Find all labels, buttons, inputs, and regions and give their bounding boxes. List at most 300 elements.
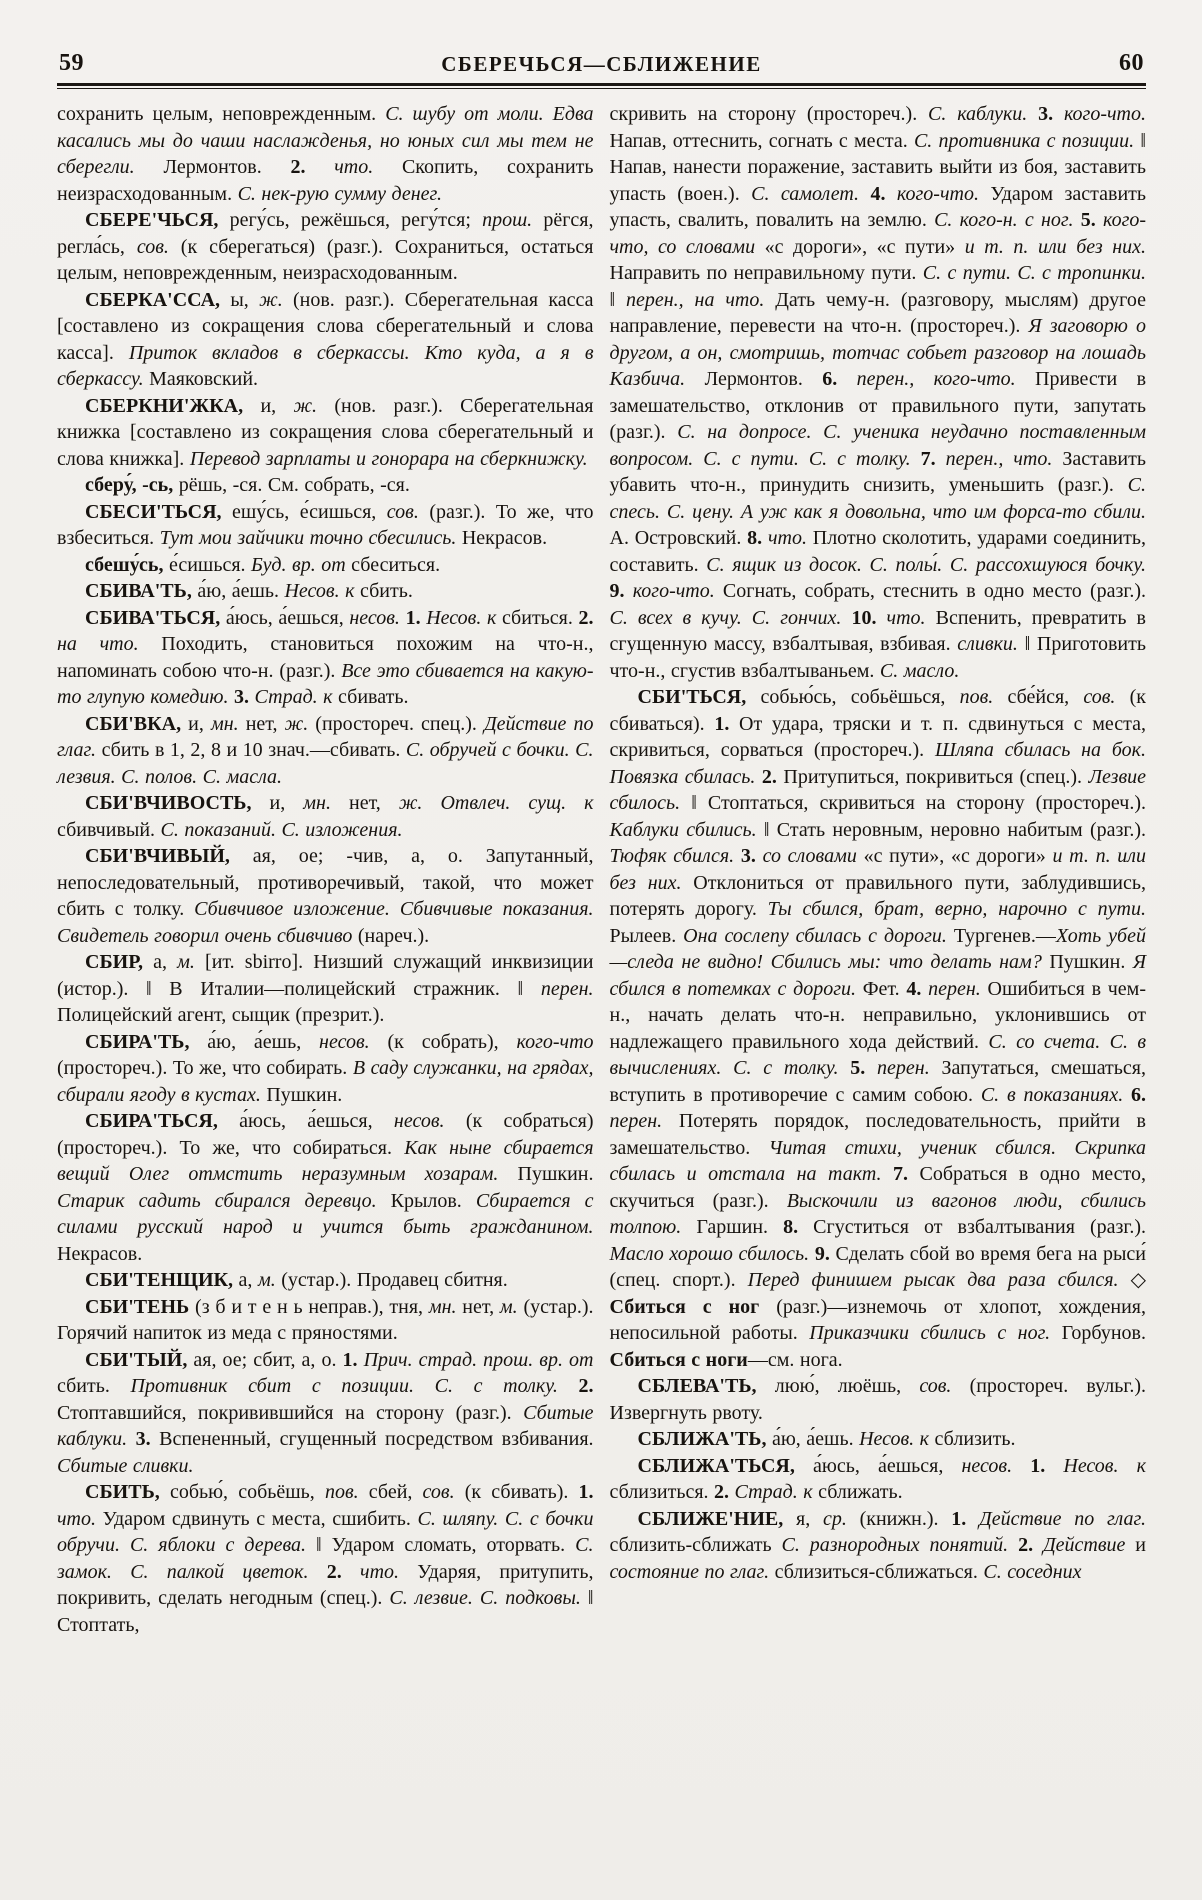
text-run: сов. <box>422 1481 465 1503</box>
text-run: Походить, становиться похожим на что-н., напоминать собою что-н. (разг.). <box>57 633 594 682</box>
text-run: 2. <box>578 1375 594 1397</box>
text-run: СБИВА'ТЬСЯ, <box>85 606 226 629</box>
text-run: 5. <box>1080 209 1103 231</box>
text-run: ж. Отвлеч. сущ. к <box>398 792 594 814</box>
text-run: а́юсь, а́ешься, <box>813 1454 962 1477</box>
text-run: а́ю, а́ешь, <box>207 1030 320 1053</box>
text-run: рёшь, -ся. См. собрать, -ся. <box>178 474 410 496</box>
text-run: Фет. <box>862 977 907 1000</box>
text-run: Перед финишем рысак два раза сбился. <box>747 1269 1131 1291</box>
text-run: ‖ Приготовить что-н., сгустив взбалтываньем. <box>609 633 1146 682</box>
text-run: С. показаний. С. изложения. <box>160 818 403 841</box>
text-run: ая, ое; -чив, а, о. Запутанный, непоследовательный, противоречивый, такой, что может сбить с толку. <box>57 845 594 920</box>
text-run: С. с пути. С. с тропинки. <box>922 262 1146 284</box>
text-run: перен., кого-что. <box>856 368 1036 390</box>
text-run: сблизиться-сближаться. <box>774 1560 984 1583</box>
text-run: Тюфяк сбился. <box>609 845 741 867</box>
text-run: Хоть убей—следа не видно! Сбились мы: что делать нам? <box>609 924 1146 973</box>
text-run: сбей, <box>368 1481 423 1503</box>
text-run: е́сишься. <box>168 553 252 576</box>
text-run: что. <box>767 527 813 549</box>
text-run: Лезвие сбилось. <box>609 765 1147 814</box>
text-run: Отклониться от правильного пути, заблудившись, потерять дорогу. <box>609 871 1147 920</box>
text-run: сов. <box>919 1375 970 1397</box>
text-run: С. со счета. С. в вычислениях. С. с толку. <box>609 1030 1146 1079</box>
running-title: СБЕРЕЧЬСЯ—СБЛИЖЕНИЕ <box>441 52 762 76</box>
text-run: перен. <box>609 1110 679 1132</box>
text-run: СБИ'ВЧИВЫЙ, <box>85 845 253 867</box>
text-run: «с пути», «с дороги» <box>863 845 1053 867</box>
text-run: С. всех в кучу. С. гончих. <box>609 606 852 629</box>
text-run: сов. <box>386 500 430 523</box>
text-run: сов. <box>136 235 181 258</box>
text-run: СБЕРЕ'ЧЬСЯ, <box>85 209 230 231</box>
text-run: Ударом заставить упасть, свалить, повалить на землю. <box>609 182 1147 231</box>
text-run: и, <box>188 712 211 735</box>
text-run: перен. <box>928 977 988 1000</box>
text-run: несов. <box>961 1454 1031 1477</box>
text-run: А. Островский. <box>609 527 748 549</box>
text-run: Пушкин. <box>1049 951 1133 973</box>
text-run: люю́, люёшь, <box>774 1375 920 1397</box>
text-run: сбе́йся, <box>1007 686 1084 708</box>
text-run: С. шляпу. С. с бочки обручи. С. яблоки с дерева. <box>57 1507 594 1556</box>
text-run: состояние по глаг. <box>609 1560 775 1583</box>
text-run: рёгся, регла́сь, <box>57 209 594 258</box>
dictionary-paragraph <box>57 287 594 393</box>
text-run: мн. <box>428 1295 463 1318</box>
text-run: Крылов. <box>390 1189 476 1212</box>
text-run: ‖ Стоптать, <box>57 1587 594 1636</box>
text-run: 1. <box>405 606 427 629</box>
text-run: 6. <box>1131 1083 1147 1106</box>
text-run: Некрасов. <box>461 527 548 549</box>
dictionary-paragraph <box>57 790 594 843</box>
text-run: сбивчивый. <box>57 818 161 841</box>
text-run: Противник сбит с позиции. С. с толку. <box>130 1375 579 1397</box>
dictionary-paragraph <box>57 1029 594 1109</box>
text-run: ая, ое; сбит, а, о. <box>193 1348 343 1371</box>
dictionary-paragraph <box>57 1267 594 1294</box>
text-run: сбить. <box>57 1375 131 1397</box>
text-run: несов. <box>349 606 406 629</box>
text-run: (з б и т е н ь неправ.), тня, <box>195 1295 429 1318</box>
text-run: Несов. к <box>426 606 502 629</box>
text-run: м. <box>499 1295 524 1318</box>
text-run: —см. нога. <box>747 1348 843 1371</box>
text-run: 3. <box>740 845 763 867</box>
text-run: и т. п. или без них. <box>964 235 1146 258</box>
text-run: С. спесь. С. цену. А уж как я довольна, что им форса-то сбили. <box>609 474 1146 523</box>
text-run: ‖ Напав, нанести поражение, заставить выйти из боя, заставить упасть (воен.). <box>609 129 1146 205</box>
text-run: (простореч. спец.). <box>315 712 484 735</box>
text-run: Читая стихи, ученик сбился. Скрипка сбилась и отстала на такт. <box>609 1136 1146 1185</box>
text-run: сберу́, -сь, <box>85 474 179 496</box>
text-run: (устар.). Горячий напиток из меда с пряностями. <box>57 1295 594 1344</box>
text-run: С. замок. С. палкой цветок. <box>57 1534 594 1583</box>
text-run: Она сослепу сбилась с дороги. <box>683 924 954 947</box>
text-run: 2. <box>326 1560 361 1583</box>
text-run: а, <box>153 951 178 973</box>
dictionary-paragraph <box>57 1108 594 1267</box>
text-run: ы, <box>230 288 260 311</box>
text-run: кого-что. <box>1063 103 1146 125</box>
text-run: перен. <box>540 977 594 1000</box>
text-run: что. <box>334 156 402 178</box>
text-run: несов. <box>393 1110 466 1132</box>
text-run: Скопить, сохранить неизрасходованным. <box>57 156 594 205</box>
text-run: В саду служанки, на грядах, сбирали ягоду в кустах. <box>57 1057 594 1106</box>
text-run: СБЕРКНИ'ЖКА, <box>85 394 261 417</box>
text-run: несов. <box>319 1030 388 1053</box>
text-run: (к собраться) (простореч.). То же, что собираться. <box>57 1110 594 1159</box>
text-run: (разг.)—изнемочь от хлопот, хождения, непосильной работы. <box>609 1295 1146 1344</box>
text-run: СБИ'ТЕНЩИК, <box>85 1269 239 1291</box>
dictionary-paragraph <box>610 684 1147 1373</box>
text-run: Маяковский. <box>149 368 259 390</box>
text-run: Сбивчивое изложение. Сбивчивые показания. Свидетель говорил очень сбивчиво <box>57 898 594 947</box>
text-run: Горбунов. <box>1061 1322 1146 1344</box>
text-run: С. разнородных понятий. <box>781 1534 1019 1556</box>
text-run: сбить в 1, 2, 8 и 10 знач.—сбивать. <box>101 739 406 761</box>
text-run: регу́сь, режёшься, регу́тся; <box>229 209 483 231</box>
text-run: мн. <box>303 792 349 814</box>
text-run: Дать чему-н. (разговору, мыслям) другое направление, перевести на что-н. (простореч.). <box>609 288 1146 337</box>
text-run: С. нек-рую сумму денег. <box>237 182 443 205</box>
text-run: С. шубу от моли. Едва касались мы до чаши наслажденья, но юных сил мы тем не сберегли. <box>57 103 594 178</box>
column-right <box>610 101 1147 1638</box>
text-run: собью́сь, собьёшься, <box>760 686 960 708</box>
text-run: (разг.). То же, что взбеситься. <box>57 500 594 549</box>
text-run: на что. <box>57 633 162 655</box>
text-run: Приказчики сбились с ног. <box>809 1322 1062 1344</box>
text-run: СБИТЬ, <box>85 1481 170 1503</box>
text-run: (к сбиваться). <box>609 686 1147 735</box>
text-run: [ит. sbirro]. Низший служащий инквизиции (истор.). ‖ В Италии—полицейский стражник. ‖ <box>57 951 594 1000</box>
text-run: Прич. страд. прош. вр. от <box>363 1348 594 1371</box>
text-run: (к сбивать). <box>464 1481 579 1503</box>
text-run: Ошибиться в чем-н., начать делать что-н. неправильно, уклонившись от надлежащего правильного хода действий. <box>609 977 1147 1053</box>
text-run: ‖ Ударом сломать, оторвать. <box>316 1534 576 1556</box>
text-run: перен. <box>877 1057 942 1079</box>
dictionary-paragraph <box>57 552 594 579</box>
text-run: СБЛИЖА'ТЬ, <box>637 1428 772 1450</box>
text-run: СБИВА'ТЬ, <box>85 580 198 602</box>
text-run: сблизить-сближать <box>609 1534 782 1556</box>
text-run: Сбиться с ног <box>609 1295 777 1318</box>
text-run: (простореч. вульг.). Извергнуть рвоту. <box>609 1375 1146 1424</box>
text-run: Как ныне сбирается вещий Олег отмстить неразумным хозарам. <box>57 1136 594 1185</box>
text-run: сблизить. <box>934 1428 1016 1450</box>
text-run: Полицейский агент, сыщик (презрит.). <box>57 1004 385 1026</box>
text-run: и т. п. или без них. <box>609 845 1147 894</box>
text-run: Сделать сбой во время бега на рыси́ (спец. спорт.). <box>609 1242 1147 1291</box>
text-run: Некрасов. <box>57 1242 143 1265</box>
text-run: 6. <box>822 368 857 390</box>
text-run: сливки. <box>957 633 1025 655</box>
text-run: Согнать, собрать, стеснить в одно место (разг.). <box>722 580 1147 602</box>
text-run: Каблуки сбились. <box>609 818 764 841</box>
text-run: Страд. к <box>734 1481 819 1503</box>
text-run: ср. <box>822 1507 860 1530</box>
text-run: С. кого-н. с ног. <box>934 209 1081 231</box>
text-run: 2. <box>578 606 594 629</box>
text-run: ж. <box>284 712 316 735</box>
dictionary-paragraph <box>57 1479 594 1638</box>
text-run: СБИРА'ТЬСЯ, <box>85 1110 240 1132</box>
dictionary-paragraph <box>57 472 594 499</box>
text-run: Действие <box>1042 1534 1136 1556</box>
text-run: С. обручей с бочки. С. лезвия. С. полов. С. масла. <box>57 739 594 788</box>
dictionary-paragraph <box>57 949 594 1029</box>
text-run: 5. <box>850 1057 878 1079</box>
text-run: Ты сбился, брат, верно, нарочно с пути. <box>767 898 1146 920</box>
text-run: Тут мои зайчики точно сбесились. <box>159 527 462 549</box>
text-run: От удара, тряски и т. п. сдвинуться с места, скривиться, сорваться (простореч.). <box>609 712 1147 761</box>
text-run: Действие по глаг. <box>57 712 594 761</box>
text-run: Несов. к <box>859 1428 935 1450</box>
text-run: Несов. к <box>1063 1454 1146 1477</box>
text-run: сбиться. <box>501 606 579 629</box>
dictionary-paragraph <box>610 1373 1147 1426</box>
text-run: Стоптавшийся, покривившийся на сторону (разг.). <box>57 1401 524 1424</box>
text-run: нет, <box>245 712 285 735</box>
text-run: скривить на сторону (простореч.). <box>609 103 929 125</box>
text-run: а́юсь, а́ешься, <box>239 1110 394 1132</box>
text-run: Сбирается с силами русский народ и учится быть гражданином. <box>57 1189 594 1238</box>
text-run: Все это сбивается на какую-то глупую комедию. <box>57 659 594 708</box>
text-run: кого-что, со словами <box>609 209 1147 258</box>
text-run: кого-что. <box>632 580 723 602</box>
text-run: Пушкин. <box>266 1083 343 1106</box>
text-run: СБИРА'ТЬ, <box>85 1030 208 1053</box>
text-run: Действие по глаг. <box>979 1507 1146 1530</box>
text-run: Тургенев.— <box>953 924 1056 947</box>
text-run: 2. <box>714 1481 735 1503</box>
dictionary-paragraph <box>57 578 594 605</box>
text-run: (книжн.). <box>859 1507 952 1530</box>
text-run: 1. <box>1030 1454 1064 1477</box>
dictionary-paragraph <box>57 605 594 711</box>
text-run: Сбиться с ноги <box>609 1348 748 1371</box>
text-run: С. в показаниях. <box>980 1083 1132 1106</box>
text-run: 9. <box>609 580 633 602</box>
text-run: 1. <box>342 1348 364 1371</box>
text-run: Ударом сдвинуть с места, сшибить. <box>102 1507 418 1530</box>
text-run: сбеситься. <box>351 553 441 576</box>
text-run: сближать. <box>818 1481 903 1503</box>
text-run: Сбитые сливки. <box>57 1454 194 1477</box>
text-run: Привести в замешательство, отклонив от правильного пути, запутать (разг.). <box>609 368 1147 443</box>
text-run: сов. <box>1083 686 1130 708</box>
text-run: СБЕРКА'ССА, <box>85 288 231 311</box>
text-run: прош. <box>482 209 544 231</box>
text-run: Перевод зарплаты и гонорара на сберкнижку. <box>189 447 588 470</box>
dictionary-paragraph <box>610 1426 1147 1453</box>
text-run: С. каблуки. <box>928 103 1039 125</box>
text-run: СБИ'ТЕНЬ <box>85 1295 196 1318</box>
text-run: и, <box>269 792 304 814</box>
dictionary-paragraph <box>57 207 594 287</box>
text-run: и, <box>260 394 294 417</box>
text-run: ◇ <box>1130 1269 1146 1291</box>
page-number-right: 60 <box>1118 50 1144 76</box>
text-run: СБЛИЖА'ТЬСЯ, <box>637 1454 813 1477</box>
text-run: я, <box>796 1507 823 1530</box>
text-run: собью́, собьёшь, <box>169 1481 325 1503</box>
dictionary-paragraph <box>610 1506 1147 1586</box>
text-run: сохранить целым, неповрежденным. <box>57 103 386 125</box>
text-run: Притупиться, покривиться (спец.). <box>783 765 1089 788</box>
dictionary-paragraph <box>610 1453 1147 1506</box>
text-run: ‖ <box>609 288 626 311</box>
text-run: СБЛИЖЕ'НИЕ, <box>637 1507 796 1530</box>
text-run: нет, <box>348 792 399 814</box>
text-run: Старик садить сбирался деревцо. <box>57 1189 391 1212</box>
text-run: С. на допросе. С. ученика неудачно поставленным вопросом. С. с пути. С. с толку. <box>609 421 1147 470</box>
page-header <box>57 50 1146 83</box>
text-run: 3. <box>1038 103 1064 125</box>
text-run: сбешу́сь, <box>85 553 169 576</box>
text-run: Я сбился в потемках с дороги. <box>609 951 1147 1000</box>
text-run: СБЕСИ'ТЬСЯ, <box>85 500 232 523</box>
text-run: а́ю, а́ешь. <box>771 1428 860 1450</box>
text-run: 4. <box>870 182 897 205</box>
text-run: со словами <box>762 845 864 867</box>
text-run: Шляпа сбилась на бок. Повязка сбилась. <box>609 739 1146 788</box>
column-left <box>57 101 594 1638</box>
text-run: Пушкин. <box>517 1163 594 1185</box>
text-run: 7. <box>893 1163 920 1185</box>
text-run: (устар.). Продавец сбитня. <box>281 1269 508 1291</box>
text-columns <box>57 101 1146 1638</box>
text-run: «с дороги», «с пути» <box>764 235 965 258</box>
text-run: ж. <box>293 394 335 417</box>
text-run: СБИР, <box>85 951 154 973</box>
text-run: сбивать. <box>338 686 409 708</box>
text-run: Рылеев. <box>609 924 684 947</box>
text-run: (нареч.). <box>357 924 430 947</box>
text-run: (простореч.). То же, что собирать. <box>57 1057 353 1079</box>
text-run: Собраться в одно место, скучиться (разг.). <box>609 1163 1146 1212</box>
text-run: 8. <box>747 527 768 549</box>
text-run: С. соседних <box>983 1560 1082 1583</box>
text-run: м. <box>177 951 206 973</box>
text-run: Напав, оттеснить, согнать с места. <box>609 129 914 152</box>
text-run: С. ящик из досок. С. полы́. С. рассохшуюся бочку. <box>706 553 1147 576</box>
text-run: 2. <box>761 765 784 788</box>
text-run: 1. <box>578 1481 594 1503</box>
dictionary-paragraph <box>57 101 594 207</box>
text-run: Направить по неправильному пути. <box>609 262 923 284</box>
text-run: пов. <box>959 686 1008 708</box>
text-run: (нов. разг.). Сберегательная книжка [составлено из сокращения слова сберегательный и слова книжка]. <box>57 394 594 470</box>
text-run: 1. <box>951 1507 979 1530</box>
text-run: Лермонтов. <box>704 368 823 390</box>
text-run: что. <box>57 1507 103 1530</box>
text-run: (к сберегаться) (разг.). Сохраниться, остаться целым, неповрежденным, неизрасходованным. <box>57 235 594 284</box>
text-run: Приток вкладов в сберкассы. Кто куда, а я в сберкассу. <box>57 341 594 390</box>
dictionary-paragraph <box>57 393 594 473</box>
text-run: что. <box>886 606 936 629</box>
text-run: 7. <box>920 447 946 470</box>
text-run: СБЛЕВА'ТЬ, <box>637 1375 775 1397</box>
text-run: м. <box>257 1269 282 1291</box>
text-run: перен., что. <box>945 447 1063 470</box>
text-run: 2. <box>290 156 335 178</box>
text-run: Сгуститься от взбалтывания (разг.). <box>813 1216 1146 1238</box>
text-run: 4. <box>906 977 929 1000</box>
dictionary-paragraph <box>57 843 594 949</box>
text-run: С. противника с позиции. <box>913 129 1141 152</box>
text-run: Вспененный, сгущенный посредством взбивания. <box>159 1428 594 1450</box>
text-run: ‖ Стать неровным, неровно набитым (разг.). <box>763 818 1146 841</box>
text-run: а́ю, а́ешь. <box>197 580 285 602</box>
dictionary-paragraph <box>57 499 594 552</box>
text-run: (нов. разг.). Сберегательная касса [составлено из сокращения слова сберегательный и слова касса]. <box>57 288 594 364</box>
text-run: (к собрать), <box>387 1030 517 1053</box>
text-run: Вспенить, превратить в сгущенную массу, взбалтывая, взбивая. <box>609 606 1146 655</box>
text-run: 9. <box>814 1242 836 1265</box>
text-run: что. <box>360 1560 418 1583</box>
dictionary-paragraph <box>57 1347 594 1480</box>
dictionary-paragraph <box>57 1294 594 1347</box>
text-run: Сбитые каблуки. <box>57 1401 594 1450</box>
page-number-left: 59 <box>59 50 84 76</box>
text-run: кого-что <box>516 1030 594 1053</box>
text-run: а, <box>238 1269 258 1291</box>
text-run: сблизиться. <box>609 1481 715 1503</box>
dictionary-paragraph <box>57 711 594 791</box>
text-run: СБИ'ТЫЙ, <box>85 1348 194 1371</box>
text-run: С. масло. <box>879 659 960 682</box>
dictionary-paragraph <box>610 101 1147 684</box>
text-run: пов. <box>324 1481 369 1503</box>
text-run: Ударяя, притупить, покривить, сделать негодным (спец.). <box>57 1560 594 1609</box>
text-run: Масло хорошо сбилось. <box>609 1242 815 1265</box>
text-run: и <box>1135 1534 1146 1556</box>
text-run: Выскочили из вагонов люди, сбились толпою. <box>609 1189 1146 1238</box>
text-run: нет, <box>462 1295 500 1318</box>
text-run: ешу́сь, е́сишься, <box>232 500 387 523</box>
text-run: С. лезвие. С. подковы. <box>389 1587 588 1609</box>
text-run: ж. <box>259 288 293 311</box>
text-run: Лермонтов. <box>163 156 291 178</box>
text-run: Я заговорю о другом, а он, смотришь, тотчас собьет разговор на лошадь Казбича. <box>609 315 1146 390</box>
text-run: а́юсь, а́ешься, <box>225 606 350 629</box>
text-run: С. самолет. <box>751 182 871 205</box>
text-run: СБИ'ТЬСЯ, <box>637 686 761 708</box>
text-run: 8. <box>783 1216 814 1238</box>
text-run: сбить. <box>359 580 413 602</box>
text-run: Заставить убавить что-н., принудить снизить, уменьшить (разг.). <box>609 447 1146 496</box>
text-run: СБИ'ВКА, <box>85 712 189 735</box>
text-run: 2. <box>1018 1534 1043 1556</box>
text-run: Буд. вр. от <box>251 553 352 576</box>
text-run: Страд. к <box>254 686 339 708</box>
text-run: Запутаться, смешаться, вступить в противоречие с самим собою. <box>609 1057 1146 1106</box>
text-run: 1. <box>714 712 740 735</box>
text-run: 3. <box>135 1428 160 1450</box>
text-run: мн. <box>210 712 246 735</box>
text-run: Плотно сколотить, ударами соединить, составить. <box>609 527 1146 576</box>
text-run: Потерять порядок, последовательность, прийти в замешательство. <box>609 1110 1146 1159</box>
header-rule <box>57 83 1146 89</box>
text-run: 10. <box>851 606 887 629</box>
text-run: ‖ Стоптаться, скривиться на сторону (простореч.). <box>691 792 1146 814</box>
text-run: Гаршин. <box>696 1216 784 1238</box>
text-run: перен., на что. <box>626 288 776 311</box>
